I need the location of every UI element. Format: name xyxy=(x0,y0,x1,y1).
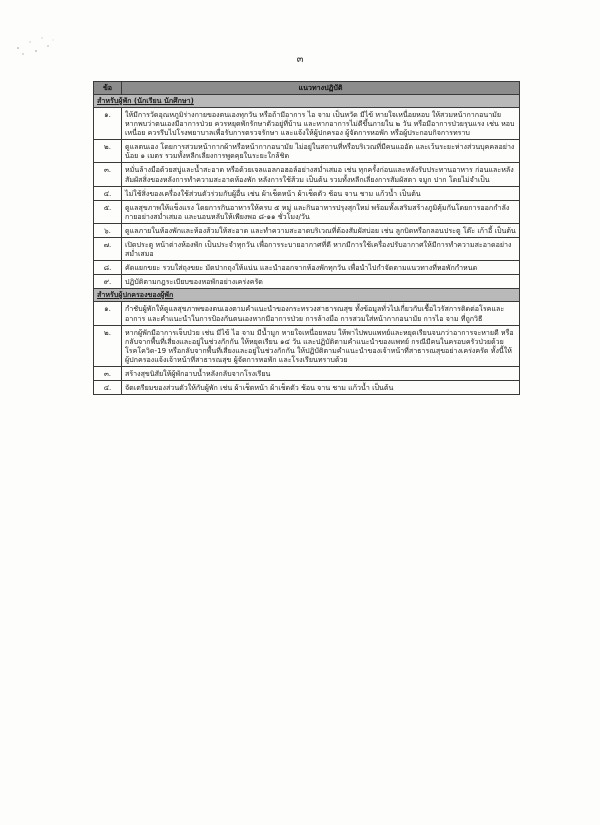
header-guideline: แนวทางปฏิบัติ xyxy=(122,82,520,95)
item-number: ๑. xyxy=(94,108,122,140)
table-row xyxy=(94,108,520,140)
item-text: ดูแลภายในห้องพักและห้องส้วมให้สะอาด และทำความสะอาดบริเวณที่ต้องสัมผัสบ่อย เช่น ลูกบิดหรือกลอนประตู โต๊ะ เก้าอี้ เป็นต้น xyxy=(122,223,520,237)
item-number: ๔. xyxy=(94,381,122,395)
table-row xyxy=(94,223,520,237)
table-row xyxy=(94,325,520,366)
table-row xyxy=(94,381,520,395)
item-number: ๙. xyxy=(94,275,122,289)
item-number: ๓. xyxy=(94,366,122,380)
item-number: ๕. xyxy=(94,200,122,223)
section-title: สำหรับผู้ปกครองของผู้พัก xyxy=(94,289,520,302)
header-item: ข้อ xyxy=(94,82,122,95)
item-number: ๗. xyxy=(94,238,122,261)
item-text: สร้างสุขนิสัยให้ผู้พักอาบน้ำหลังกลับจากโรงเรียน xyxy=(122,366,520,380)
table-row xyxy=(94,302,520,325)
item-text: หมั่นล้างมือด้วยสบู่และน้ำสะอาด หรือด้วยเจลแอลกอฮอล์อย่างสม่ำเสมอ เช่น ทุกครั้งก่อนและหลังรับประทานอาหาร ก่อนและหลังสัมผัสสิ่งของหลังการทำความสะอาดห้องพัก หลังการใช้ส้วม เป็นต้น รวมทั้งหลีกเลี่ยงการสัมผัสตา จมูก ปาก โดยไม่จำเป็น xyxy=(122,163,520,186)
item-number: ๒. xyxy=(94,140,122,163)
item-number: ๘. xyxy=(94,261,122,275)
table-row xyxy=(94,275,520,289)
table-row xyxy=(94,140,520,163)
item-number: ๑. xyxy=(94,302,122,325)
item-number: ๓. xyxy=(94,163,122,186)
item-number: ๒. xyxy=(94,325,122,366)
table-row xyxy=(94,163,520,186)
item-text: คัดแยกขยะ รวบใส่ถุงขยะ มัดปากถุงให้แน่น และนำออกจากห้องพักทุกวัน เพื่อนำไปกำจัดตามแนวทางที่หอพักกำหนด xyxy=(122,261,520,275)
guideline-table xyxy=(93,81,520,395)
page-number: ๓ xyxy=(296,54,304,65)
item-text: จัดเตรียมของส่วนตัวให้กับผู้พัก เช่น ผ้าเช็ดหน้า ผ้าเช็ดตัว ช้อน จาน ชาม แก้วน้ำ เป็นต้น xyxy=(122,381,520,395)
table-row xyxy=(94,366,520,380)
section-row-residents xyxy=(94,95,520,108)
item-text: ดูแลตนเอง โดยการสวมหน้ากากผ้าหรือหน้ากากอนามัย ไม่อยู่ในสถานที่หรือบริเวณที่มีคนแออัด และเว้นระยะห่างส่วนบุคคลอย่างน้อย ๑ เมตร รวมทั้งหลีกเลี่ยงการพูดคุยในระยะใกล้ชิด xyxy=(122,140,520,163)
item-text: ดูแลสุขภาพให้แข็งแรง โดยการกินอาหารให้ครบ ๕ หมู่ และกินอาหารปรุงสุกใหม่ พร้อมทั้งเสริมสร้างภูมิคุ้มกันโดยการออกกำลังกายอย่างสม่ำเสมอ และนอนหลับให้เพียงพอ ๘-๑๑ ชั่วโมง/วัน xyxy=(122,200,520,223)
table-header-row xyxy=(94,82,520,95)
item-number: ๖. xyxy=(94,223,122,237)
item-text: หากผู้พักมีอาการเจ็บป่วย เช่น มีไข้ ไอ จาม มีน้ำมูก หายใจเหนื่อยหอบ ให้พาไปพบแพทย์และหยุดเรียนจนกว่าอาการจะหายดี หรือกลับจากพื้นที่เสี่ยงและอยู่ในช่วงกักกัน ให้หยุดเรียน ๑๔ วัน และปฏิบัติตามคำแนะนำของแพทย์ กรณีมีคนในครอบครัวป่วยด้วยโรคโควิด-19 หรือกลับจากพื้นที่เสี่ยงและอยู่ในช่วงกักกัน ให้ปฏิบัติตามคำแนะนำของเจ้าหน้าที่สาธารณสุขอย่างเคร่งครัด ทั้งนี้ให้ผู้ปกครองแจ้งเจ้าหน้าที่สาธารณสุข ผู้จัดการหอพัก และโรงเรียนทราบด้วย xyxy=(122,325,520,366)
item-text: กำชับผู้พักให้ดูแลสุขภาพของตนเองตามคำแนะนำของกระทรวงสาธารณสุข ทั้งข้อมูลทั่วไปเกี่ยวกับเชื้อไวรัสการติดต่อโรคและอาการ และคำแนะนำในการป้องกันตนเองหากมีอาการป่วย การล้างมือ การสวมใส่หน้ากากอนามัย การไอ จาม ที่ถูกวิธี xyxy=(122,302,520,325)
item-number: ๔. xyxy=(94,186,122,200)
item-text: ปฏิบัติตามกฎระเบียบของหอพักอย่างเคร่งครัด xyxy=(122,275,520,289)
table-row xyxy=(94,261,520,275)
table-row xyxy=(94,200,520,223)
item-text: เปิดประตู หน้าต่างห้องพัก เป็นประจำทุกวัน เพื่อการระบายอากาศที่ดี หากมีการใช้เครื่องปรับอากาศให้มีการทำความสะอาดอย่างสม่ำเสมอ xyxy=(122,238,520,261)
section-row-parents xyxy=(94,289,520,302)
item-text: ให้มีการวัดอุณหภูมิร่างกายของตนเองทุกวัน หรือถ้ามีอาการ ไอ จาม เป็นหวัด มีไข้ หายใจเหนื่อยหอบ ให้สวมหน้ากากอนามัย หากพบว่าตนเองมีอาการป่วย ควรหยุดพักรักษาตัวอยู่ที่บ้าน และหากอาการไม่ดีขึ้นภายใน ๒ วัน หรือมีอาการป่วยรุนแรง เช่น หอบเหนื่อย ควรรีบไปโรงพยาบาลเพื่อรับการตรวจรักษา และแจ้งให้ผู้ปกครอง ผู้จัดการหอพัก หรือผู้ประกอบกิจการทราบ xyxy=(122,108,520,140)
table-row xyxy=(94,238,520,261)
table-row xyxy=(94,186,520,200)
item-text: ไม่ใช้สิ่งของเครื่องใช้ส่วนตัวร่วมกับผู้อื่น เช่น ผ้าเช็ดหน้า ผ้าเช็ดตัว ช้อน จาน ชาม แก้วน้ำ เป็นต้น xyxy=(122,186,520,200)
section-title: สำหรับผู้พัก (นักเรียน นักศึกษา) xyxy=(94,95,520,108)
